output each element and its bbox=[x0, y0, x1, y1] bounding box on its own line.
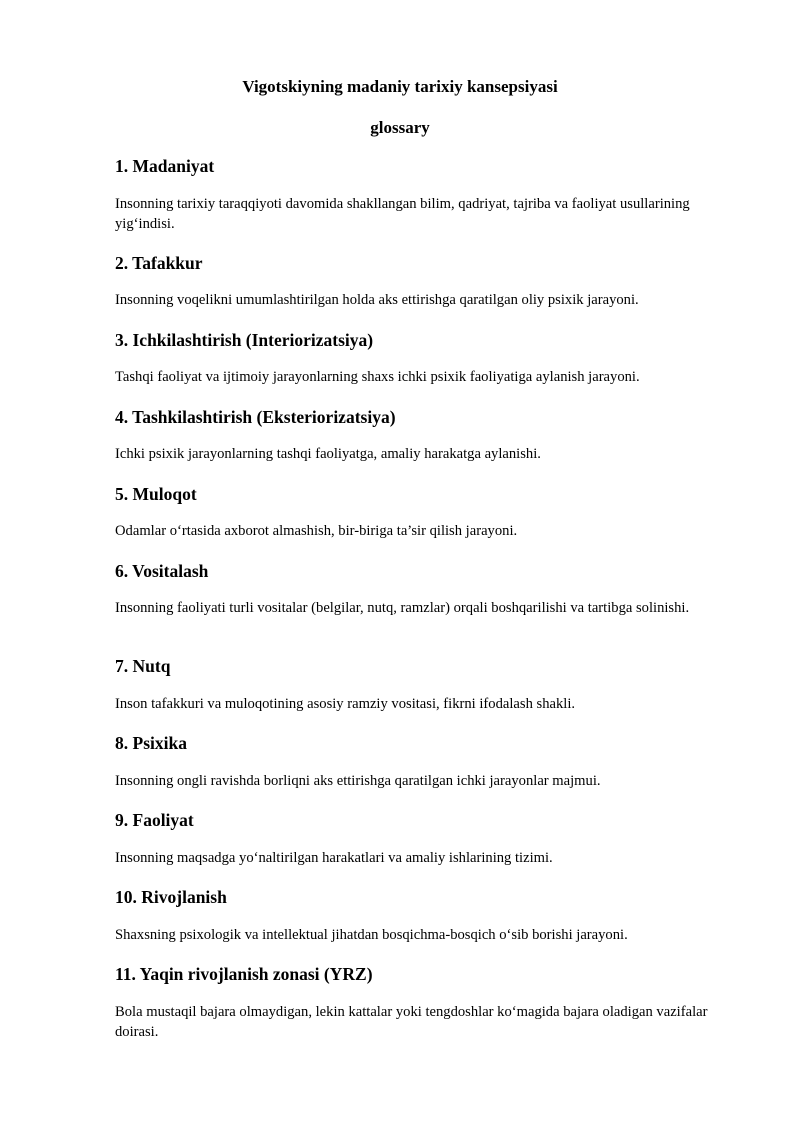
term-definition: Shaxsning psixologik va intellektual jihatdan bosqichma-bosqich o‘sib borishi jarayoni. bbox=[115, 927, 628, 943]
term-heading: 2. Tafakkur bbox=[115, 253, 203, 273]
term-definition: Tashqi faoliyat va ijtimoiy jarayonlarning shaxs ichki psixik faoliyatiga aylanish jarayoni. bbox=[115, 369, 640, 385]
term-heading: 4. Tashkilashtirish (Eksteriorizatsiya) bbox=[115, 407, 396, 427]
term-heading: 3. Ichkilashtirish (Interiorizatsiya) bbox=[115, 330, 374, 350]
term-definition: Insonning faoliyati turli vositalar (belgilar, nutq, ramzlar) orqali boshqarilishi va tartibga solinishi. bbox=[115, 600, 690, 616]
term-heading: 1. Madaniyat bbox=[115, 156, 215, 176]
term-definition: Insonning voqelikni umumlashtirilgan holda aks ettirishga qaratilgan oliy psixik jarayoni. bbox=[115, 292, 639, 308]
term-definition: Ichki psixik jarayonlarning tashqi faoliyatga, amaliy harakatga aylanishi. bbox=[115, 446, 541, 462]
term-definition: Insonning tarixiy taraqqiyoti davomida shakllangan bilim, qadriyat, tajriba va faoliyat usullarining yig‘indisi. bbox=[115, 196, 690, 232]
term-heading: 10. Rivojlanish bbox=[115, 887, 227, 907]
term-definition: Odamlar o‘rtasida axborot almashish, bir-biriga ta’sir qilish jarayoni. bbox=[115, 523, 518, 539]
term-definition: Insonning maqsadga yo‘naltirilgan harakatlari va amaliy ishlarining tizimi. bbox=[115, 850, 553, 866]
document-title: Vigotskiyning madaniy tarixiy kansepsiyasi bbox=[242, 77, 558, 96]
term-definition: Insonning ongli ravishda borliqni aks ettirishga qaratilgan ichki jarayonlar majmui. bbox=[115, 773, 601, 789]
term-heading: 9. Faoliyat bbox=[115, 810, 194, 830]
term-heading: 7. Nutq bbox=[115, 656, 171, 676]
term-heading: 5. Muloqot bbox=[115, 484, 197, 504]
term-heading: 6. Vositalash bbox=[115, 561, 209, 581]
term-definition: Bola mustaqil bajara olmaydigan, lekin kattalar yoki tengdoshlar ko‘magida bajara oladigan vazifalar doirasi. bbox=[115, 1004, 708, 1040]
term-heading: 8. Psixika bbox=[115, 733, 187, 753]
term-heading: 11. Yaqin rivojlanish zonasi (YRZ) bbox=[115, 964, 373, 984]
document-subtitle: glossary bbox=[370, 118, 430, 137]
term-definition: Inson tafakkuri va muloqotining asosiy ramziy vositasi, fikrni ifodalash shakli. bbox=[115, 696, 576, 712]
